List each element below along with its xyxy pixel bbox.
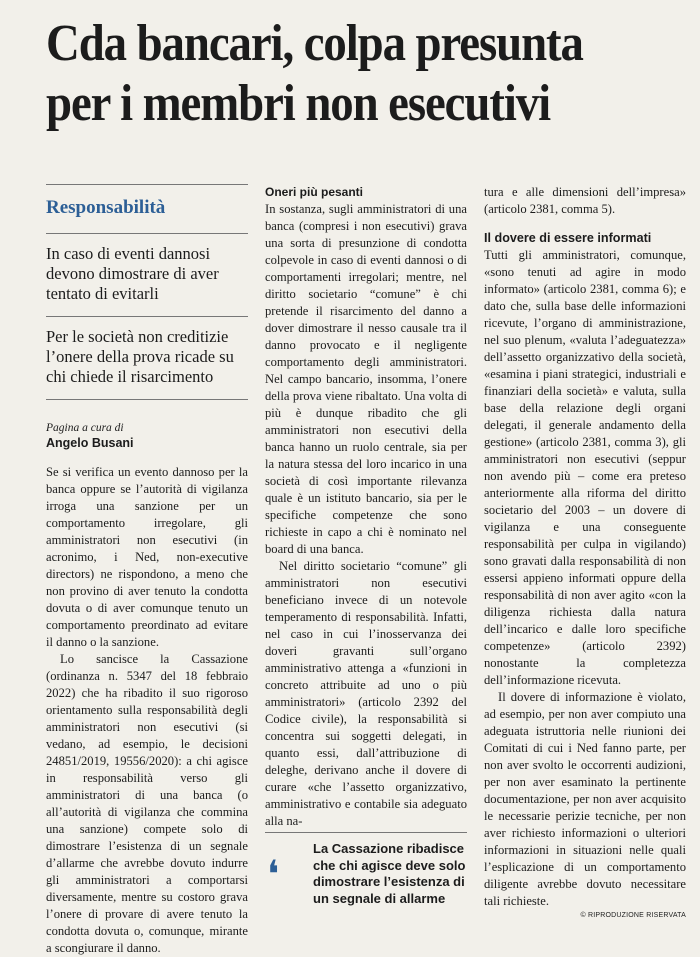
section-heading: Oneri più pesanti (265, 185, 364, 199)
paragraph: In sostanza, sugli amministratori di una banca (compresi i non esecutivi) grava una sorta di presunzione di condotta colpevole in caso di eventi dannosi o di comportamenti irregolari; mentre, nel diritto societario “comune” è chi pretende il risarcimento del danno a dover dimostrare il nesso causale tra il danno provocato e il negligente comportamento degli amministratori. Nel campo bancario, insomma, l’onere della prova viene ribaltato. Una volta di più è dunque ribadito che gli amministratori non esecutivi della banca hanno un ruolo centrale, sia per la natura stessa del loro incarico in una società di così importante rilevanza quale è un istituto bancario, sia per le specifiche competenze che sono richieste in capo a chi è nominato nel board di una banca. (265, 202, 467, 556)
article-body-col2 (265, 201, 467, 830)
column-left (46, 184, 248, 957)
section-heading: Il dovere di essere informati (484, 231, 652, 245)
divider (46, 399, 248, 400)
byline-author: Angelo Busani (46, 436, 134, 450)
headline: Cda bancari, colpa presunta per i membri non esecutivi (46, 15, 583, 132)
pull-quote (265, 832, 467, 907)
subheadline-2: Per le società non creditizie l’onere della prova ricade su chi chiede il risarcimento (46, 327, 234, 386)
byline-label: Pagina a cura di (46, 422, 124, 434)
paragraph: tura e alle dimensioni dell’impresa» (articolo 2381, comma 5). (484, 185, 686, 216)
paragraph: Il dovere di informazione è violato, ad esempio, per non aver compiuto una adeguata istruttoria nelle riunioni dei Comitati di cui i Ned fanno parte, per non aver svolto le occorrenti audizioni, per non aver esaminato la pertinente documentazione, per non aver acquisito le necessarie perizie tecniche, per non aver richiesto informazioni o ulteriori informazioni in situazioni nelle quali l’esplicazione di un comportamento diligente avrebbe dovuto necessitare tali richieste. (484, 690, 686, 908)
paragraph: Lo sancisce la Cassazione (ordinanza n. 5347 del 18 febbraio 2022) che ha ribadito il suo rigoroso orientamento sulla responsabilità degli amministratori non esecutivi (si vedano, ad esempio, le decisioni 24851/2019, 19556/2020): a chi agisce in responsabilità verso gli amministratori di una banca (o all’autorità di vigilanza che commina una sanzione) compete solo di dimostrare l’esistenza di un segnale d’allarme che avrebbe dovuto indurre gli amministratori a comportarsi diversamente, mentre su costoro grava l’onere di provare di avere tenuto la condotta dovuta o, comunque, mirante a scongiurare il danno. (46, 652, 248, 955)
paragraph: Nel diritto societario “comune” gli amministratori non esecutivi beneficiano invece di un notevole temperamento di responsabilità. Infatti, nel caso in cui l’inosservanza dei doveri gravanti sull’organo amministrativo attenga a «funzioni in concreto attribuite ad uno o più amministratori» (articolo 2392 del Codice civile), la responsabilità si concentra sui soggetti delegati, in quanto essi, dall’attribuzione di deleghe, derivano anche il dovere di curare «che l’assetto organizzativo, amministrativo e contabile sia adeguato alla na- (265, 559, 467, 828)
article-body-col3 (484, 184, 686, 910)
subheadline-1: In caso di eventi dannosi devono dimostrare di aver tentato di evitarli (46, 244, 219, 303)
article-body-col1 (46, 464, 248, 957)
copyright-notice: © RIPRODUZIONE RISERVATA (580, 912, 686, 919)
quote-mark-icon: ❛ (267, 852, 280, 896)
section-kicker: Responsabilità (46, 197, 166, 218)
column-middle (265, 184, 467, 830)
column-right (484, 184, 686, 919)
pull-quote-text: La Cassazione ribadisce che chi agisce deve solo dimostrare l’esistenza di un segnale di allarme (313, 841, 466, 906)
paragraph: Se si verifica un evento dannoso per la banca oppure se l’autorità di vigilanza irroga una sanzione per un comportamento irregolare, gli amministratori non esecutivi (in acronimo, i Ned, non-executive directors) ne rispondono, a meno che non provino di aver tenuto la condotta dovuta o di aver comunque tenuto un comportamento preordinato ad evitare il danno o la sanzione. (46, 465, 248, 649)
paragraph: Tutti gli amministratori, comunque, «sono tenuti ad agire in modo informato» (articolo 2381, comma 6); e dato che, sulla base delle informazioni ricevute, l’organo di amministrazione, nel suo plenum, «valuta l’adeguatezza» dell’assetto organizzativo della società, «esamina i piani strategici, industriali e finanziari della società» e valuta, sulla base della relazione degli organi delegati, il generale andamento della gestione» (articolo 2381, comma 3), gli amministratori non esecutivi (seppur non avendo più – come era preteso anteriormente alla riforma del diritto societario del 2003 – un dovere di vigilanza e una conseguente responsabilità per culpa in vigilando) sono gravati dalla responsabilità di non essersi appieno informati oppure della responsabilità di non aver agito «con la diligenza richiesta dalla natura dell’incarico e dalle loro specifiche competenze» (articolo 2392) nonostante la completezza dell’informazione ricevuta. (484, 248, 686, 687)
